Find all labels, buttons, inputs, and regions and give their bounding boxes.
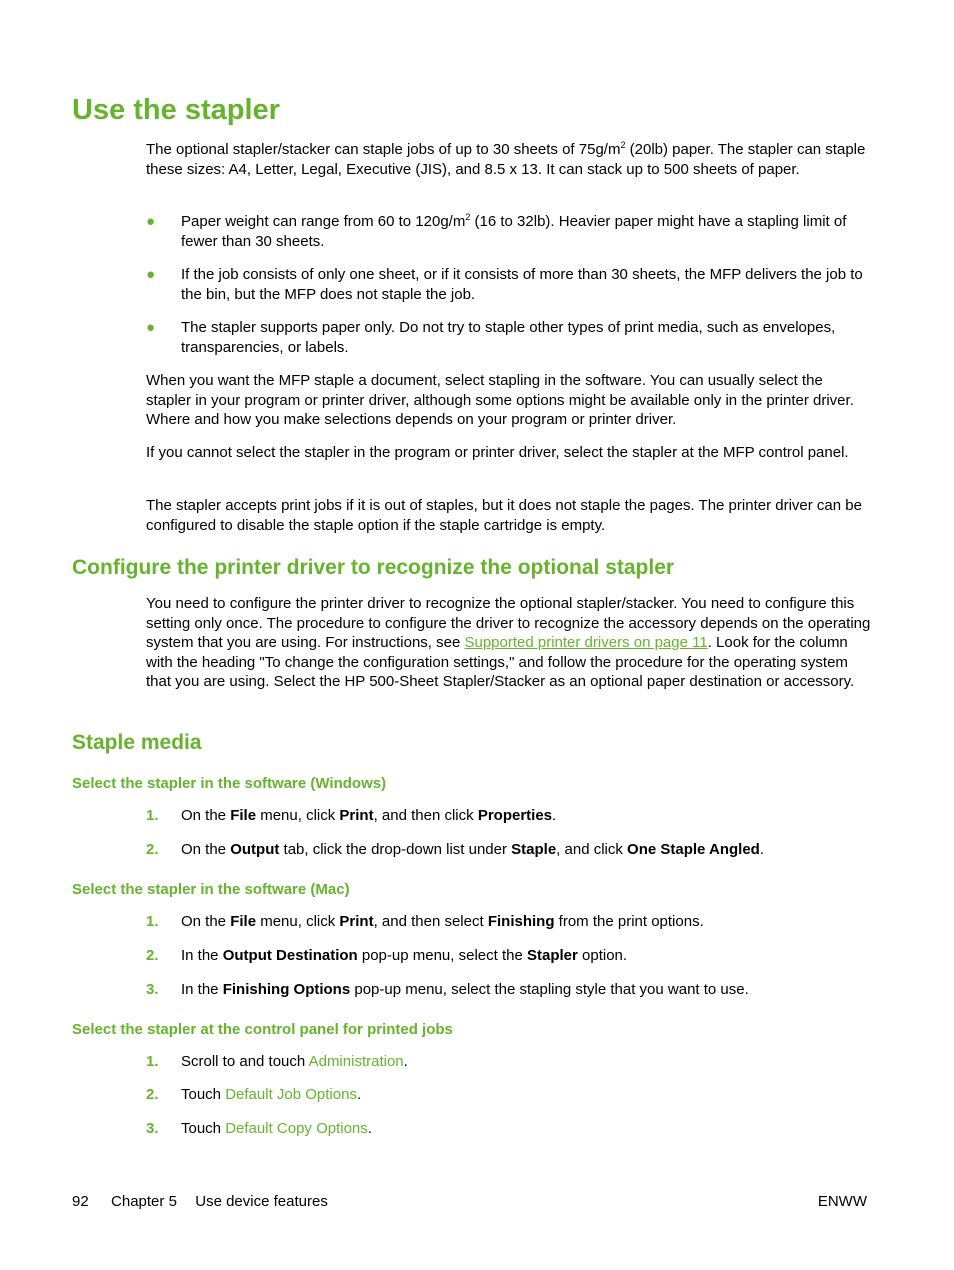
- bullet-text: If the job consists of only one sheet, or if it consists of more than 30 sheets, the MFP delivers the job to the bin, but the MFP does not staple the job.: [181, 266, 863, 303]
- body-paragraph: When you want the MFP staple a document, select stapling in the software. You can usually select the stapler in your program or printer driver, although some options might be available only in the printer driver. Where and how you make selections depends on your program or printer driver.: [146, 372, 854, 428]
- subheading-windows: Select the stapler in the software (Windows): [72, 775, 387, 792]
- menu-item-default-copy-options: Default Copy Options: [225, 1120, 368, 1137]
- step-text: In the Finishing Options pop-up menu, select the stapling style that you want to use.: [181, 981, 749, 998]
- page-number: 92: [72, 1193, 89, 1210]
- footer-right: ENWW: [817, 1193, 867, 1210]
- step-number: 2.: [146, 1086, 159, 1103]
- configure-paragraph: You need to configure the printer driver to recognize the optional stapler/stacker. You need to configure this setting only once. The procedure to configure the driver to recognize the accessory depends on the operating system that you are using. For instructions, see Supported printer drivers on page 11. Look for the column with the heading "To change the configuration settings," and follow the procedure for the operating system that you are using. Select the HP 500-Sheet Stapler/Stacker as an optional paper destination or accessory.: [146, 595, 871, 690]
- section-heading-configure: Configure the printer driver to recognize the optional stapler: [72, 556, 675, 579]
- step-text: Scroll to and touch Administration.: [181, 1053, 408, 1070]
- step-text: Touch Default Job Options.: [181, 1086, 362, 1103]
- step-item: [146, 1085, 871, 1105]
- bullet-icon: ●: [146, 213, 156, 230]
- step-item: [146, 1119, 871, 1139]
- menu-item-administration: Administration: [308, 1053, 404, 1070]
- step-text: On the File menu, click Print, and then select Finishing from the print options.: [181, 913, 704, 930]
- step-text: In the Output Destination pop-up menu, select the Stapler option.: [181, 947, 628, 964]
- bullet-text: The stapler supports paper only. Do not try to staple other types of print media, such as envelopes, transparencies, or labels.: [181, 319, 836, 356]
- step-text: On the File menu, click Print, and then click Properties.: [181, 807, 557, 824]
- body-paragraph: The stapler accepts print jobs if it is out of staples, but it does not staple the pages. The printer driver can be configured to disable the staple option if the staple cartridge is empty.: [146, 497, 862, 534]
- step-number: 2.: [146, 947, 159, 964]
- step-number: 1.: [146, 1053, 159, 1070]
- page-title: Use the stapler: [72, 94, 280, 126]
- bullet-item: [146, 212, 871, 251]
- bullet-icon: ●: [146, 319, 156, 336]
- step-text: Touch Default Copy Options.: [181, 1120, 372, 1137]
- step-item: [146, 1052, 871, 1072]
- step-number: 1.: [146, 807, 159, 824]
- intro-paragraph: The optional stapler/stacker can staple jobs of up to 30 sheets of $75g/m^2$ (20lb) paper. The stapler can staple these sizes: A4, Letter, Legal, Executive (JIS), and 8.5 x 13. It can stack up to 500 sheets of paper.: [146, 140, 866, 178]
- section-heading-staple-media: Staple media: [72, 731, 202, 754]
- subheading-mac: Select the stapler in the software (Mac): [72, 881, 350, 898]
- step-item: [146, 980, 871, 1000]
- step-item: [146, 946, 871, 966]
- bullet-icon: ●: [146, 266, 156, 283]
- step-number: 1.: [146, 913, 159, 930]
- bullet-item: [146, 318, 871, 357]
- body-paragraph: If you cannot select the stapler in the program or printer driver, select the stapler at the MFP control panel.: [146, 444, 849, 461]
- step-item: [146, 840, 871, 860]
- step-text: On the Output tab, click the drop-down list under Staple, and click One Staple Angled.: [181, 841, 765, 858]
- footer-left: [72, 1192, 328, 1212]
- step-item: [146, 912, 871, 932]
- bullet-item: [146, 265, 871, 304]
- step-item: [146, 806, 871, 826]
- chapter-title: Use device features: [195, 1193, 328, 1210]
- step-number: 3.: [146, 1120, 159, 1137]
- subheading-control-panel: Select the stapler at the control panel for printed jobs: [72, 1021, 453, 1038]
- menu-item-default-job-options: Default Job Options: [225, 1086, 357, 1103]
- supported-drivers-link[interactable]: Supported printer drivers on page 11: [464, 634, 708, 651]
- chapter-label: Chapter 5: [111, 1193, 177, 1210]
- bullet-text: Paper weight can range from 60 to $120g/m^2$ (16 to 32lb). Heavier paper might have a stapling limit of fewer than 30 sheets.: [181, 212, 847, 250]
- step-number: 2.: [146, 841, 159, 858]
- step-number: 3.: [146, 981, 159, 998]
